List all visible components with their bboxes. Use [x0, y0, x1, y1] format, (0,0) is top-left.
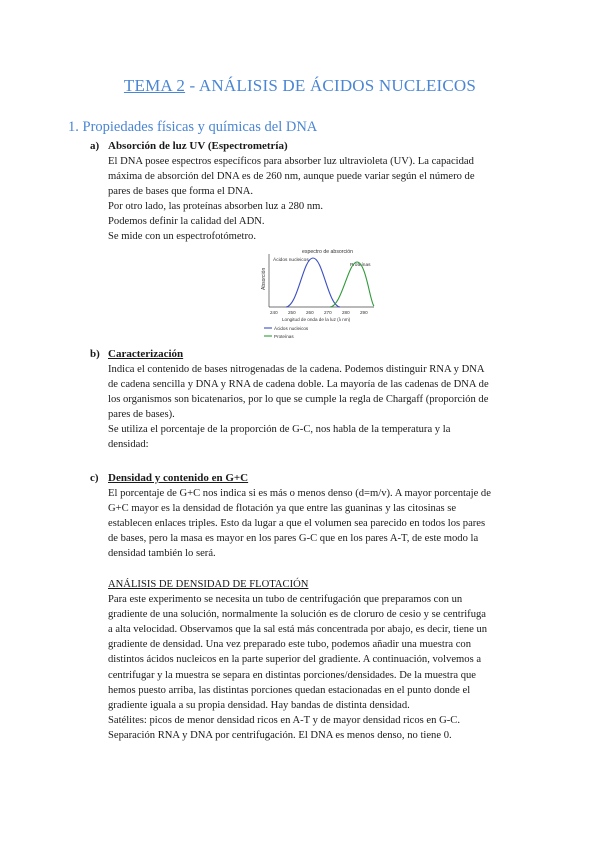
section-a-body: [108, 154, 533, 245]
text-line: densidad:: [108, 439, 149, 451]
section-b-body: [108, 362, 533, 453]
text-line: gradiente de densidad. Una vez preparado este tubo, podemos añadir una muestra con: [108, 639, 471, 651]
text-line: Por otro lado, las proteínas absorben luz a 280 nm.: [108, 201, 324, 213]
section-b-label: b): [90, 348, 100, 360]
tick-label: 250: [288, 310, 296, 315]
text-line: G+C mayor es la densidad de flotación ya que entre las guaninas y las citosinas se: [108, 503, 457, 515]
label-nucleic: Ácidos nucleicos: [273, 258, 309, 263]
text-line: Se utiliza el porcentaje de la proporción de G-C, nos habla de la temperatura y la: [108, 424, 451, 436]
text-line: gradiente de una solución, normalmente la solución es de cloruro de cesio y se centrifuga: [108, 609, 487, 621]
tick-label: 240: [270, 310, 278, 315]
title-rest: - ANÁLISIS DE ÁCIDOS NUCLEICOS: [185, 76, 477, 95]
text-line: El porcentaje de G+C nos indica si es más o menos denso (d=m/v). A mayor porcentaje de: [108, 488, 491, 499]
text-line: pares de bases).: [108, 409, 175, 421]
text-line: establecen enlaces triples. Esto da lugar a que el volumen sea parecido en todos los pares: [108, 518, 486, 530]
text-line: de bases, pero la masa es mayor en los pares G-C que en los pares A-T, de este modo la: [108, 533, 479, 545]
absorption-spectrum-figure: [256, 244, 378, 342]
text-line: máxima de absorción del DNA es de 260 nm, aunque puede variar según el número de: [108, 171, 475, 183]
text-line: de cadena sencilla y DNA y RNA de cadena doble. La mayoría de las cadenas de DNA de: [108, 379, 489, 391]
legend-protein: Proteínas: [274, 334, 294, 339]
legend-nucleic: Ácidos nucleicos: [274, 326, 309, 331]
text-line: Para este experimento se necesita un tubo de centrifugación que preparamos con un: [108, 594, 463, 606]
text-line: hemos puesto arriba, las distintas porciones quedan estacionadas en el punto donde el: [108, 684, 471, 696]
page-title: [0, 76, 600, 96]
text-line: centrifugar y la muestra se separa en distintas porciones/densidades. De la muestra que: [108, 669, 477, 681]
text-line: a alta velocidad. Observamos que la sal está más concentrada por abajo, es decir, tiene un: [108, 624, 488, 636]
text-line: Satélites: picos de menor densidad ricos en A-T y de mayor densidad ricos en G-C.: [108, 714, 460, 726]
figure-ylabel: Absorción: [261, 267, 267, 290]
text-line: Indica el contenido de bases nitrogenadas de la cadena. Podemos distinguir RNA y DNA: [108, 364, 485, 375]
text-line: los organismos son bicatenarios, por lo que se cumple la regla de Chargaff (proporción de: [108, 394, 489, 406]
section-a-title: Absorción de luz UV (Espectrometría): [108, 140, 288, 152]
label-protein: Proteínas: [350, 263, 371, 268]
section-a-label: a): [90, 140, 100, 152]
text-line: gradiente iguala a su propia densidad. Hay bandas de distinta densidad.: [108, 699, 410, 711]
text-line: El DNA posee espectros específicos para absorber luz ultravioleta (UV). La capacidad: [108, 156, 474, 167]
tick-label: 270: [324, 310, 332, 315]
text-line: densidad también lo será.: [108, 548, 216, 560]
text-line: Podemos definir la calidad del ADN.: [108, 216, 265, 228]
tick-label: 290: [360, 310, 368, 315]
section-c-label: c): [90, 472, 99, 484]
text-line: Separación RNA y DNA por centrifugación. El DNA es menos denso, no tiene 0.: [108, 729, 452, 741]
section-c-title: Densidad y contenido en G+C: [108, 472, 249, 484]
tick-label: 280: [342, 310, 350, 315]
flotation-analysis: [108, 577, 533, 743]
tick-label: 260: [306, 310, 314, 315]
text-line: Se mide con un espectrofotómetro.: [108, 231, 256, 243]
title-prefix: TEMA 2: [123, 76, 186, 95]
section-c-body: [108, 486, 533, 561]
figure-title: espectro de absorción: [302, 249, 354, 255]
text-line: pares de bases que forma el DNA.: [108, 186, 254, 198]
subheading: ANÁLISIS DE DENSIDAD DE FLOTACIÓN: [108, 579, 309, 590]
figure-xlabel: Longitud de onda de la luz (λ nm): [282, 317, 351, 322]
section-b-title: Caracterización: [108, 348, 184, 360]
section-heading: 1. Propiedades físicas y químicas del DNA: [68, 119, 318, 135]
text-line: distintos ácidos nucleicos en la parte superior del gradiente. A continuación, volvemos a: [108, 654, 482, 666]
